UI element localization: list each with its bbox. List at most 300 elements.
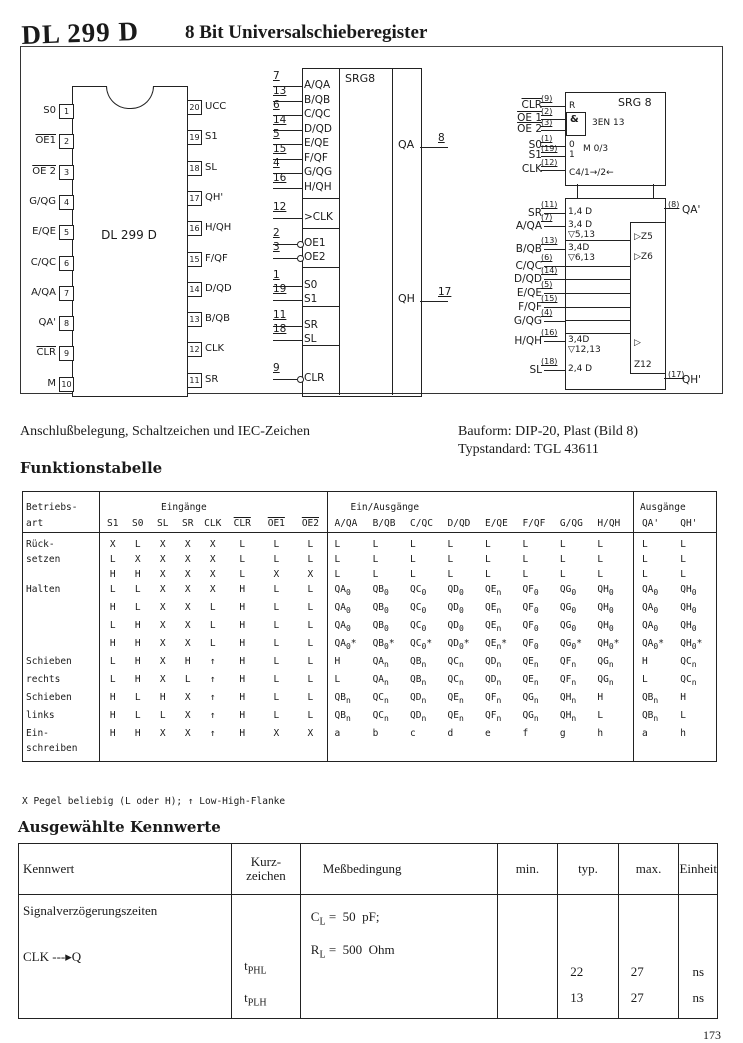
subscript: n	[496, 660, 502, 669]
output-wire	[420, 301, 448, 302]
io-cell: g	[559, 728, 566, 739]
io-cell: $QA_0$	[328, 600, 371, 618]
io-cell: L	[410, 554, 416, 565]
control-input-label: OE 2	[517, 123, 542, 135]
control-wire	[541, 170, 565, 171]
output-cell: L	[633, 533, 678, 553]
input-cell: X	[184, 692, 191, 703]
package-caption: Bauform: DIP-20, Plast (Bild 8)	[458, 424, 639, 439]
input-cell: X	[209, 554, 216, 565]
control-pin-number: (1)	[541, 134, 553, 143]
subscript: n	[496, 696, 502, 705]
oe2-input-label: OE2	[304, 251, 326, 263]
input-column-header: S1	[100, 516, 126, 533]
iec-reset-label: R	[569, 101, 576, 111]
input-column-header: $\overline{CLR}$	[225, 516, 259, 533]
data-pin-number: (5)	[541, 280, 553, 289]
characteristics-header-row	[19, 844, 718, 895]
io-cell: $QC_n$	[447, 656, 464, 669]
input-cell: X	[159, 728, 166, 739]
input-cell: H	[184, 656, 191, 667]
header-einheit: Einheit	[679, 844, 718, 895]
io-cell: $QC_n$	[372, 710, 389, 723]
subscript: 0	[384, 606, 389, 615]
subscript: 0	[345, 606, 351, 615]
pin-label: SR	[205, 373, 219, 385]
output-cell: L	[633, 552, 678, 567]
input-cell: X	[159, 602, 166, 613]
kennwert-path: CLK ---▸Q	[23, 949, 82, 964]
io-cell: $QE_n$	[447, 692, 464, 705]
data-input-qualifier: 2,4 D	[568, 364, 593, 374]
pin-number: 1	[273, 269, 280, 281]
input-cell: L	[209, 638, 216, 649]
subscript: n	[608, 660, 614, 669]
input-cell: L	[307, 539, 314, 550]
input-cell: L	[273, 620, 280, 631]
io-cell: $QC_0*$	[410, 638, 433, 651]
input-cell: H	[159, 692, 166, 703]
output-cell: L	[633, 672, 678, 690]
input-cell: ↑	[209, 692, 216, 703]
io-cell: $QB_0$	[372, 620, 389, 633]
io-cell: $QE_n$	[447, 710, 464, 723]
mode-cell: schreiben	[23, 741, 100, 761]
input-cell: L	[109, 656, 116, 667]
z-output-label: ▷	[634, 338, 641, 348]
io-cell	[446, 741, 483, 761]
io-cell	[483, 741, 520, 761]
pin-number: 19	[273, 283, 287, 295]
input-cell: X	[184, 728, 191, 739]
cond-sub: L	[319, 916, 326, 928]
io-cell: L	[597, 569, 604, 580]
pin-number-box: 5	[59, 225, 74, 240]
output-cell: a	[633, 726, 678, 741]
input-cell: ↑	[209, 728, 216, 739]
io-cell: $QB_0$	[372, 602, 389, 615]
input-cell: ↑	[209, 656, 216, 667]
pin-number-box: 9	[59, 346, 74, 361]
subscript: n	[384, 714, 389, 723]
io-cell: $QE_n$	[522, 656, 539, 669]
data-output-qualifier: ▽6,13	[568, 253, 595, 263]
s0-input-label: S0	[304, 279, 318, 291]
input-cell: L	[307, 602, 314, 613]
mode-cell: Rück-	[23, 533, 100, 553]
pin-number-box: 11	[187, 373, 202, 388]
mode-cell: links	[23, 708, 100, 726]
io-cell: H	[328, 654, 371, 672]
inversion-bubble-icon	[297, 376, 304, 383]
pin-number-box: 19	[187, 130, 202, 145]
data-input-label: B/QB	[515, 243, 542, 255]
input-cell: H	[239, 674, 246, 685]
subscript: n	[533, 696, 539, 705]
input-cell: X	[109, 539, 116, 550]
io-cell: $QG_n$	[522, 692, 539, 705]
io-cell: $QF_0$	[522, 602, 539, 615]
srg8-title: SRG8	[345, 72, 376, 85]
input-column-header: SR	[175, 516, 200, 533]
input-cell: X	[209, 584, 216, 595]
output-cell	[678, 741, 716, 761]
io-cell: d	[447, 728, 454, 739]
subscript: n	[571, 678, 577, 687]
io-cell: $QG_n$	[522, 710, 539, 723]
cond-sub: L	[319, 949, 326, 961]
subscript: 0	[653, 588, 659, 597]
input-cell: L	[159, 710, 166, 721]
clk-input-label: >CLK	[304, 211, 333, 223]
io-cell	[328, 741, 371, 761]
pin-number: 12	[273, 201, 287, 213]
subscript: n	[421, 678, 427, 687]
control-wire	[541, 130, 565, 131]
io-cell: $QC_0$	[410, 620, 427, 633]
input-cell: H	[134, 638, 141, 649]
min-cell	[497, 895, 558, 1019]
output-pin-number: 8	[438, 132, 445, 144]
io-cell: $QG_n$	[597, 656, 614, 669]
subscript: 0	[691, 642, 697, 651]
io-column-header: C/QC	[408, 516, 445, 533]
input-cell: L	[273, 674, 280, 685]
input-column-header: OE2	[293, 516, 328, 533]
input-cell: X	[307, 569, 314, 580]
sr-input-label: SR	[304, 319, 318, 331]
input-cell: L	[273, 602, 280, 613]
io-cell: $QB_0*$	[372, 638, 395, 651]
input-cell: H	[109, 602, 116, 613]
pin-label: OE 2	[32, 165, 56, 177]
outputs-group-header: Ausgänge	[633, 492, 716, 517]
data-input-label: SR	[528, 207, 542, 219]
control-wire	[541, 156, 565, 157]
io-cell: L	[372, 539, 379, 550]
io-cell: $QF_n$	[559, 674, 577, 687]
output-cell: L	[680, 539, 687, 550]
function-header-groups	[23, 492, 717, 517]
pin-number: 13	[273, 84, 287, 97]
inversion-bubble-icon	[297, 241, 304, 248]
input-cell: L	[239, 569, 246, 580]
mode-cell: setzen	[23, 552, 100, 567]
io-cell: $QE_n$	[522, 674, 539, 687]
io-cell: L	[372, 554, 379, 565]
io-cell: L	[447, 539, 454, 550]
output-cell: $QH_0$	[680, 620, 697, 633]
input-cell: X	[209, 539, 216, 550]
max-cell	[618, 895, 679, 1019]
pin-label: B/QB	[205, 313, 230, 325]
pin-label: A/QA	[31, 286, 56, 298]
pin-number-box: 4	[59, 195, 74, 210]
control-pin-number: (3)	[541, 118, 553, 127]
input-cell: L	[109, 584, 116, 595]
subscript: 0	[533, 624, 539, 633]
pin-label: M	[47, 377, 56, 389]
io-cell: $QD_n$	[410, 710, 427, 723]
input-wire	[273, 340, 302, 341]
subscript: n	[421, 714, 427, 723]
input-cell	[150, 741, 175, 761]
characteristics-data-row	[19, 895, 718, 1019]
io-cell: $QG_0$	[559, 584, 577, 597]
output-wire	[420, 147, 448, 148]
subscript: n	[608, 678, 614, 687]
kennwert-cell	[19, 895, 232, 1019]
max-value: 27	[630, 990, 644, 1005]
io-cell: $QC_0$	[410, 584, 427, 597]
section-divider	[302, 267, 339, 268]
io-cell: $QD_0$	[447, 584, 464, 597]
io-cell: L	[484, 539, 491, 550]
data-pin-number: (4)	[541, 308, 553, 317]
input-cell: X	[307, 728, 314, 739]
input-cell: L	[184, 674, 191, 685]
input-cell	[293, 741, 328, 761]
output-pin-number: 17	[438, 286, 452, 298]
output-cell: $QA_0$	[633, 618, 678, 636]
subscript: 0	[421, 588, 427, 597]
io-cell: $QF_0$	[522, 620, 539, 633]
input-cell	[259, 741, 293, 761]
data-pin-number: (14)	[541, 266, 558, 275]
subscript: n	[458, 678, 464, 687]
header-kurz-line2: zeichen	[246, 868, 286, 883]
io-cell: $QF_0$	[522, 638, 539, 651]
data-pin-number: (11)	[541, 200, 558, 209]
io-cell: h	[597, 728, 604, 739]
io-cell: L	[522, 569, 529, 580]
condition-cl	[311, 903, 497, 936]
function-table-legend: X Pegel beliebig (L oder H); ↑ Low-High-Flanke	[22, 796, 286, 807]
pin-number-box: 3	[59, 165, 74, 180]
input-cell: X	[159, 539, 166, 550]
io-cell: $QG_0$	[559, 620, 577, 633]
io-cell: $QC_0$	[410, 602, 427, 615]
output-cell: $QA_0*$	[633, 636, 678, 654]
subscript: n	[384, 696, 389, 705]
input-cell: L	[307, 656, 314, 667]
io-cell: c	[410, 728, 416, 739]
input-cell: L	[273, 710, 280, 721]
input-cell: L	[134, 692, 141, 703]
section-divider	[302, 306, 339, 307]
io-cell: $QB_n$	[410, 656, 427, 669]
io-cell: $QA_0*$	[328, 636, 371, 654]
conditions-cell	[300, 895, 497, 1019]
register-divider	[565, 307, 630, 308]
section-divider	[302, 198, 339, 199]
max-value: 27	[630, 964, 644, 979]
pin-number-box: 17	[187, 191, 202, 206]
output-cell: $QH_0*$	[680, 638, 703, 651]
input-label: C/QC	[304, 108, 331, 120]
sl-input-label: SL	[304, 333, 317, 345]
data-output-qualifier: ▽5,13	[568, 230, 595, 240]
io-column-header: H/QH	[595, 516, 633, 533]
input-cell: L	[273, 584, 280, 595]
function-table-row	[23, 600, 717, 618]
input-cell: H	[239, 638, 246, 649]
data-pin-number: (16)	[541, 328, 558, 337]
pin-label: CLK	[205, 343, 225, 355]
io-cell: $QH_0$	[597, 584, 614, 597]
input-cell: X	[184, 554, 191, 565]
pin-number: 7	[273, 70, 280, 82]
data-input-label: E/QE	[516, 287, 542, 299]
io-cell: $QE_n$	[484, 584, 502, 597]
subscript: n	[571, 696, 577, 705]
function-table-row	[23, 708, 717, 726]
function-header-columns	[23, 516, 717, 533]
io-cell: L	[522, 539, 529, 550]
output-cell: $QA_0$	[633, 600, 678, 618]
input-cell: H	[109, 710, 116, 721]
io-cell: L	[559, 554, 566, 565]
input-cell: H	[239, 656, 246, 667]
register-divider	[565, 266, 630, 267]
input-cell: X	[184, 710, 191, 721]
io-cell: L	[372, 569, 379, 580]
input-cell: H	[134, 620, 141, 631]
subscript: n	[496, 624, 502, 633]
input-cell: L	[109, 674, 116, 685]
io-cell: $QA_0$	[328, 582, 371, 600]
pin-number-box: 1	[59, 104, 74, 119]
io-cell: L	[597, 710, 604, 721]
input-wire	[273, 300, 302, 301]
control-pin-number: (9)	[541, 94, 553, 103]
cond-sym: R	[310, 941, 320, 957]
input-cell: L	[307, 692, 314, 703]
unit-value: ns	[692, 964, 704, 979]
pin-number: 18	[273, 323, 287, 335]
typ-value: 13	[570, 990, 584, 1005]
subscript: n	[571, 714, 577, 723]
subscript: n	[384, 660, 389, 669]
input-cell: L	[273, 539, 280, 550]
subscript: 0	[345, 642, 351, 651]
input-cell: X	[159, 584, 166, 595]
kennwert-group-label: Signalverzögerungszeiten	[23, 903, 158, 918]
register-divider	[565, 320, 630, 321]
data-pin-number: (6)	[541, 253, 553, 262]
io-cell: $QD_n$	[484, 656, 502, 669]
pin-number-box: 8	[59, 316, 74, 331]
input-cell: H	[109, 692, 116, 703]
pin-label: QH'	[205, 191, 224, 203]
input-cell: L	[134, 602, 141, 613]
subscript: n	[421, 696, 427, 705]
io-cell	[595, 741, 633, 761]
input-cell: L	[209, 602, 216, 613]
output-cell: H	[680, 692, 687, 703]
section-divider	[302, 228, 339, 229]
io-cell: L	[328, 672, 371, 690]
io-column-header: B/QB	[371, 516, 408, 533]
control-input-label: $\overline{CLR}$	[521, 99, 542, 111]
io-cell: $QD_n$	[484, 674, 502, 687]
output-cell: $QB_n$	[633, 708, 678, 726]
input-wire	[273, 188, 302, 189]
control-pin-number: (19)	[541, 144, 558, 153]
data-pin-number: (7)	[541, 213, 553, 222]
mode-cell: Ein-	[23, 726, 100, 741]
symbol-base: t	[244, 989, 248, 1005]
input-cell: X	[209, 569, 216, 580]
input-cell: L	[209, 620, 216, 631]
input-cell: X	[184, 569, 191, 580]
input-cell: X	[159, 620, 166, 631]
function-table-title: Funktionstabelle	[20, 459, 163, 477]
iec-block-neck	[577, 184, 654, 198]
subscript: 0	[458, 642, 464, 651]
output-pin-number: (17)	[668, 370, 685, 379]
io-cell: $QA_n$	[372, 674, 389, 687]
pin-number-box: 7	[59, 286, 74, 301]
pin-label: SL	[205, 161, 217, 173]
input-cell: L	[307, 638, 314, 649]
inversion-bubble-icon	[297, 255, 304, 262]
io-cell	[520, 741, 557, 761]
output-cell: $QB_n$	[633, 690, 678, 708]
input-cell: L	[273, 656, 280, 667]
pin-label: F/QF	[205, 252, 228, 264]
input-cell: H	[134, 656, 141, 667]
input-cell: H	[134, 569, 141, 580]
header-max: max.	[618, 844, 679, 895]
input-cell: X	[184, 539, 191, 550]
data-output-qualifier: ▽12,13	[568, 345, 601, 355]
figure-caption: Anschlußbelegung, Schaltzeichen und IEC-Zeichen	[20, 424, 311, 439]
data-wire	[544, 370, 565, 371]
subscript: 0	[458, 624, 464, 633]
iec-title: SRG 8	[618, 96, 652, 109]
data-input-label: G/QG	[513, 315, 542, 327]
data-input-label: A/QA	[515, 220, 542, 232]
data-input-qualifier: 3,4D	[568, 243, 590, 253]
io-cell: $QB_n$	[328, 690, 371, 708]
mode-cell	[23, 636, 100, 654]
symbol-base: t	[244, 958, 248, 973]
io-cell: $QD_n$	[410, 692, 427, 705]
input-cell: ↑	[209, 710, 216, 721]
symbol-sub: PLH	[247, 997, 267, 1009]
control-pin-number: (12)	[541, 158, 558, 167]
symbol-tphl	[244, 953, 300, 985]
pin-label: S1	[205, 131, 218, 143]
input-cell: L	[307, 620, 314, 631]
pin-number-box: 10	[59, 377, 74, 392]
io-column-header: A/QA	[328, 516, 371, 533]
function-table-row	[23, 672, 717, 690]
output-pin-number: (8)	[668, 200, 680, 209]
pin-label: UCC	[205, 101, 227, 112]
function-table-row	[23, 533, 717, 553]
io-cell: $QB_n$	[328, 708, 371, 726]
io-cell: H	[597, 692, 604, 703]
io-cell: $QG_n$	[597, 674, 614, 687]
io-cell	[408, 741, 445, 761]
io-cell: L	[522, 554, 529, 565]
subscript: 0	[571, 624, 577, 633]
header-messbedingung: Meßbedingung	[300, 844, 497, 895]
register-divider	[565, 333, 630, 334]
subscript: 0	[384, 642, 389, 651]
